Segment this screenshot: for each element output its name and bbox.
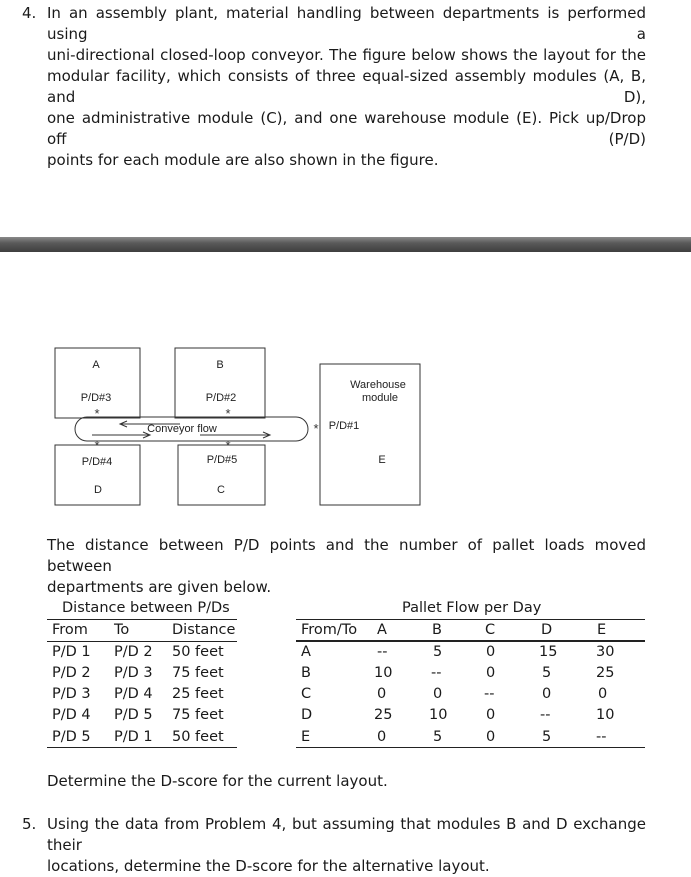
flow-cell: 0 xyxy=(433,686,443,702)
problem-4-text xyxy=(47,3,646,171)
flow-header: B xyxy=(432,622,442,638)
flow-cell: -- xyxy=(540,707,551,723)
pd5-label: P/D#5 xyxy=(206,454,238,466)
distance-title-rule xyxy=(47,619,237,620)
distance-cell: P/D 5 xyxy=(52,729,91,745)
pd4-label: P/D#4 xyxy=(81,456,113,468)
intro-line: departments are given below. xyxy=(47,578,272,596)
flow-cell: 0 xyxy=(486,707,496,723)
distance-cell: P/D 3 xyxy=(52,686,91,702)
distance-cell: P/D 4 xyxy=(114,686,153,702)
flow-cell: 0 xyxy=(377,729,387,745)
flow-cell: E xyxy=(301,729,311,745)
flow-header: D xyxy=(541,622,553,638)
problem-5-number: 5. xyxy=(22,815,37,833)
distance-cell: 25 feet xyxy=(172,686,224,702)
distance-cell: 75 feet xyxy=(172,707,224,723)
distance-cell: P/D 4 xyxy=(52,707,91,723)
flow-cell: D xyxy=(301,707,313,723)
warehouse-label-line1: Warehouse xyxy=(350,379,406,391)
flow-cell: 0 xyxy=(598,686,608,702)
flow-cell: A xyxy=(301,644,311,660)
flow-cell: 5 xyxy=(542,665,552,681)
flow-cell: -- xyxy=(484,686,495,702)
problem-5-line: Using the data from Problem 4, but assuming that modules B and D exchange their xyxy=(47,815,646,854)
layout-figure xyxy=(0,330,450,520)
flow-cell: B xyxy=(301,665,311,681)
flow-header: A xyxy=(377,622,387,638)
flow-cell: 0 xyxy=(377,686,387,702)
flow-cell: -- xyxy=(377,644,388,660)
module-a-label: A xyxy=(92,359,100,371)
flow-cell: -- xyxy=(596,729,607,745)
module-c-label: C xyxy=(217,484,225,496)
flow-cell: C xyxy=(301,686,312,702)
pd1-marker-icon: * xyxy=(313,421,319,436)
pd2-label: P/D#2 xyxy=(205,392,237,404)
flow-header-rule xyxy=(296,640,645,642)
flow-bottom-rule xyxy=(296,747,645,748)
flow-cell: 5 xyxy=(433,644,443,660)
flow-cell: 0 xyxy=(486,729,496,745)
flow-cell: 0 xyxy=(486,665,496,681)
flow-title-rule xyxy=(296,619,645,620)
flow-header: From/To xyxy=(301,622,358,638)
flow-cell: 25 xyxy=(374,707,393,723)
conveyor-flow-label: Conveyor flow xyxy=(147,423,217,435)
module-d-box xyxy=(55,445,140,505)
pd1-label: P/D#1 xyxy=(328,420,360,432)
flow-cell: 25 xyxy=(596,665,615,681)
pd2-marker-icon: * xyxy=(225,406,231,421)
flow-cell: 15 xyxy=(539,644,558,660)
distance-cell: 75 feet xyxy=(172,665,224,681)
module-e-label: E xyxy=(378,454,386,466)
problem-5-line: locations, determine the D-score for the alternative layout. xyxy=(47,857,490,875)
problem-4-line: modular facility, which consists of three equal-sized assembly modules (A, B, and D), xyxy=(47,67,646,106)
flow-cell: 5 xyxy=(433,729,443,745)
distance-cell: P/D 5 xyxy=(114,707,153,723)
warehouse-label-line2: module xyxy=(361,392,399,404)
pd4-marker-icon: * xyxy=(94,438,100,453)
distance-cell: 50 feet xyxy=(172,644,224,660)
flow-cell: -- xyxy=(431,665,442,681)
distance-cell: P/D 2 xyxy=(114,644,153,660)
flow-cell: 10 xyxy=(374,665,393,681)
module-b-label: B xyxy=(216,359,224,371)
flow-header: C xyxy=(485,622,496,638)
distance-header-rule xyxy=(47,641,237,642)
pd3-marker-icon: * xyxy=(94,406,100,421)
pd5-marker-icon: * xyxy=(225,438,231,453)
flow-cell: 0 xyxy=(542,686,552,702)
distance-header-from: From xyxy=(52,622,88,638)
distance-cell: P/D 3 xyxy=(114,665,153,681)
distance-header-to: To xyxy=(114,622,130,638)
module-d-label: D xyxy=(94,484,102,496)
distance-cell: P/D 2 xyxy=(52,665,91,681)
separator-bar xyxy=(0,237,691,252)
flow-cell: 10 xyxy=(596,707,615,723)
distance-header-distance: Distance xyxy=(172,622,236,638)
intro-text xyxy=(47,535,646,598)
problem-4-line: In an assembly plant, material handling between departments is performed using a xyxy=(47,4,646,43)
problem-4-line: uni-directional closed-loop conveyor. The figure below shows the layout for the xyxy=(47,46,646,64)
distance-table-title: Distance between P/Ds xyxy=(62,600,230,616)
distance-cell: P/D 1 xyxy=(52,644,91,660)
intro-line: The distance between P/D points and the number of pallet loads moved between xyxy=(47,536,646,575)
flow-header: E xyxy=(597,622,607,638)
distance-bottom-rule xyxy=(47,747,237,748)
problem-4-line: one administrative module (C), and one warehouse module (E). Pick up/Drop off (P/D) xyxy=(47,109,646,148)
flow-cell: 5 xyxy=(542,729,552,745)
pd3-label: P/D#3 xyxy=(80,392,112,404)
flow-cell: 30 xyxy=(596,644,615,660)
flow-table-title: Pallet Flow per Day xyxy=(402,600,542,616)
distance-cell: P/D 1 xyxy=(114,729,153,745)
flow-cell: 10 xyxy=(429,707,448,723)
distance-cell: 50 feet xyxy=(172,729,224,745)
problem-5-text xyxy=(47,814,646,877)
determine-text: Determine the D-score for the current layout. xyxy=(47,772,388,790)
problem-4-line: points for each module are also shown in the figure. xyxy=(47,151,439,169)
flow-cell: 0 xyxy=(486,644,496,660)
problem-4-number: 4. xyxy=(22,4,37,22)
